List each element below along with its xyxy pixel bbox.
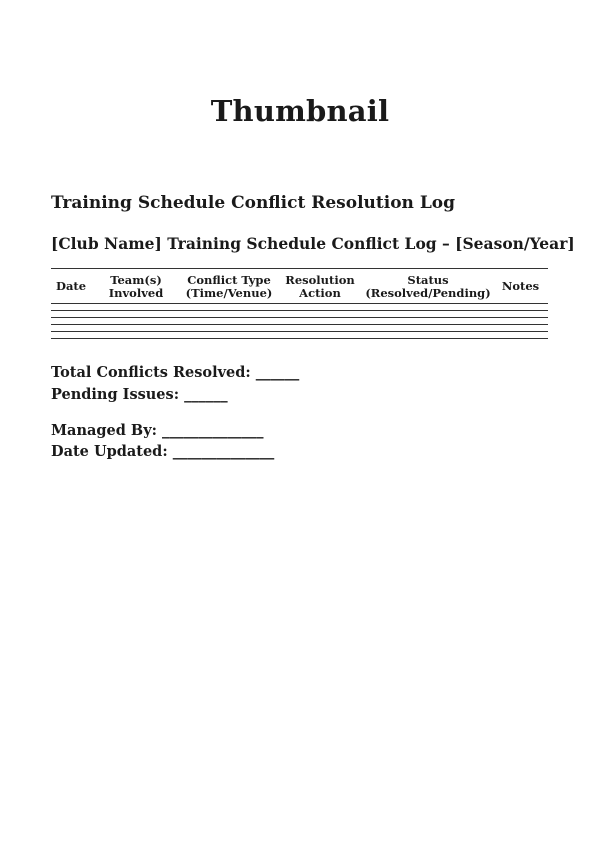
table-cell[interactable] [181, 304, 277, 311]
table-cell[interactable] [363, 332, 493, 339]
table-row [51, 325, 548, 332]
table-cell[interactable] [363, 304, 493, 311]
table-cell[interactable] [277, 325, 363, 332]
table-header-row [51, 269, 548, 304]
table-cell[interactable] [493, 332, 548, 339]
column-header-notes [493, 269, 548, 304]
column-header-line: Date [55, 279, 87, 294]
column-header-date [51, 269, 91, 304]
table-cell[interactable] [277, 332, 363, 339]
managed-by-field: Managed By: ______________ [51, 422, 264, 439]
table-row [51, 304, 548, 311]
table-cell[interactable] [181, 325, 277, 332]
table-cell[interactable] [51, 332, 91, 339]
table-cell[interactable] [51, 325, 91, 332]
table-cell[interactable] [493, 304, 548, 311]
column-header-line: Conflict Type [187, 272, 271, 287]
table-row [51, 311, 548, 318]
table-cell[interactable] [277, 318, 363, 325]
page-title: Thumbnail [210, 94, 390, 128]
table-cell[interactable] [91, 318, 181, 325]
table-cell[interactable] [91, 325, 181, 332]
table-cell[interactable] [91, 311, 181, 318]
pending-issues-field: Pending Issues: ______ [51, 386, 228, 403]
column-header-conflict-type [181, 269, 277, 304]
table-cell[interactable] [493, 325, 548, 332]
column-header-teams [91, 269, 181, 304]
table-cell[interactable] [277, 304, 363, 311]
table-cell[interactable] [363, 311, 493, 318]
table-cell[interactable] [493, 318, 548, 325]
column-header-line: Action [299, 286, 341, 300]
column-header-resolution [277, 269, 363, 304]
total-conflicts-field: Total Conflicts Resolved: ______ [51, 364, 300, 381]
table-cell[interactable] [91, 332, 181, 339]
table-cell[interactable] [363, 325, 493, 332]
column-header-line: Team(s) [110, 272, 162, 287]
column-header-line: Involved [108, 286, 164, 300]
table-cell[interactable] [181, 332, 277, 339]
table-cell[interactable] [91, 304, 181, 311]
table-cell[interactable] [181, 311, 277, 318]
column-header-line: (Resolved/Pending) [365, 286, 491, 300]
log-title: [Club Name] Training Schedule Conflict Log – [Season/Year] [51, 234, 575, 253]
table-row [51, 318, 548, 325]
date-updated-field: Date Updated: ______________ [51, 443, 275, 460]
table-cell[interactable] [51, 304, 91, 311]
column-header-line: Status [407, 272, 449, 287]
conflict-log-table [51, 268, 548, 339]
table-cell[interactable] [181, 318, 277, 325]
column-header-status [363, 269, 493, 304]
column-header-line: Notes [501, 279, 540, 294]
table-cell[interactable] [493, 311, 548, 318]
table-cell[interactable] [51, 318, 91, 325]
document-heading: Training Schedule Conflict Resolution Log [51, 193, 456, 213]
column-header-line: Resolution [285, 272, 355, 287]
table-cell[interactable] [51, 311, 91, 318]
table-cell[interactable] [277, 311, 363, 318]
column-header-line: (Time/Venue) [185, 286, 273, 300]
table-row [51, 332, 548, 339]
table-cell[interactable] [363, 318, 493, 325]
